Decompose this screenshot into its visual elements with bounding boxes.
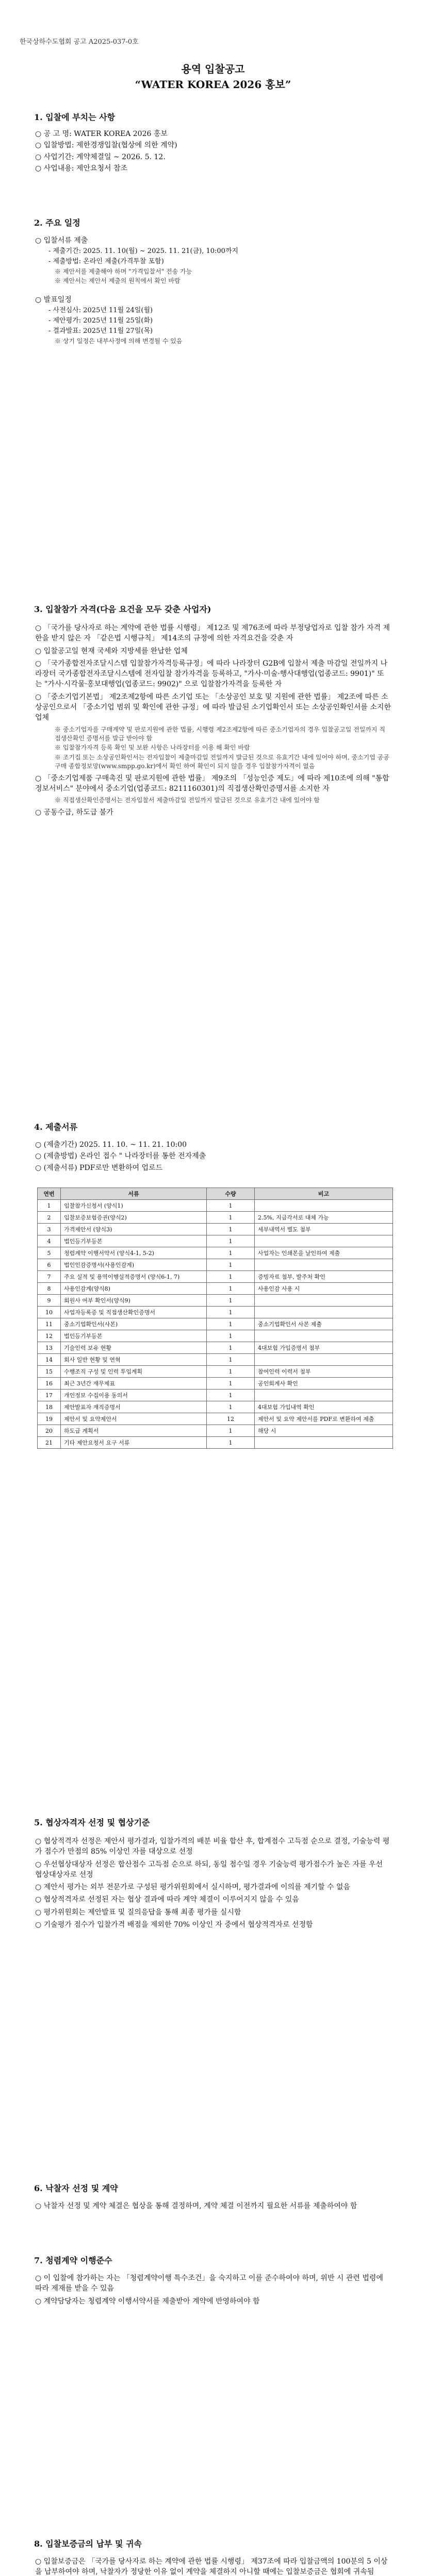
remark bbox=[255, 1330, 393, 1342]
paragraph: ○ 「국가를 당사자로 하는 계약에 관한 법률 시행령」 제12조 및 제76조에 따라 부정당업자로 입찰 참가 자격 제한을 받지 않은 자 「같은법 시행규칙」 제14조의 규정에 의한 자격요건을 갖춘 자 bbox=[35, 624, 390, 643]
list-item: ○ 사업내용: 제안요청서 참조 bbox=[35, 164, 128, 173]
document-name: 입찰보증보험증권(양식2) bbox=[61, 1212, 207, 1224]
remark: 공인회계사 확인 bbox=[255, 1378, 393, 1389]
section-5-body bbox=[35, 1834, 391, 1932]
quantity: 1 bbox=[207, 1425, 255, 1437]
table-row bbox=[38, 1212, 393, 1224]
paragraph: ○ 협상적격자 선정은 제안서 평가결과, 입찰가격의 배분 비율 합산 후, 합계점수 고득점 순으로 결정, 기술능력 평가 점수가 만점의 85% 이상인 자를 대상으로 선정 bbox=[35, 1837, 390, 1856]
quantity: 1 bbox=[207, 1401, 255, 1413]
remark bbox=[255, 1259, 393, 1271]
table-row bbox=[38, 1389, 393, 1401]
note: ※ 중소기업자를 구매계약 및 판로지원에 관한 법률, 시행령 제2조제2항에 따른 중소기업자의 경우 입찰공고일 전일까지 직접생산확인 증명서를 발급 받아야 함 bbox=[55, 725, 385, 742]
section-7-heading: 7. 청렴계약 이행준수 bbox=[34, 2256, 112, 2265]
document-name: 사용인감계(양식8) bbox=[61, 1283, 207, 1295]
paragraph: ○ 협상적격자로 선정된 자는 협상 결과에 따라 계약 체결이 이루어지지 않을 수 있음 bbox=[35, 1895, 299, 1904]
remark: 제안서 및 요약 제안서를 PDF로 변환하여 제출 bbox=[255, 1413, 393, 1425]
document-name: 사업자등록증 및 직접생산확인증명서 bbox=[61, 1307, 207, 1318]
section-6-heading: 6. 낙찰자 선정 및 계약 bbox=[34, 2183, 118, 2193]
paragraph: ○ 입찰보증금은 「국가를 당사자로 하는 계약에 관한 법률 시행령」 제37조에 따라 입찰금액의 100분의 5 이상을 납부하여야 하며, 낙찰자가 정당한 이유 없이 계약을 체결하지 아니할 때에는 입찰보증금은 협회에 귀속됨 bbox=[35, 2557, 388, 2576]
table-header-row bbox=[38, 1188, 393, 1200]
row-number: 15 bbox=[38, 1366, 61, 1378]
row-number: 16 bbox=[38, 1378, 61, 1389]
document-name: 기술인력 보유 현황 bbox=[61, 1342, 207, 1354]
list-item: ○ 사업기간: 계약체결일 ~ 2026. 5. 12. bbox=[35, 152, 166, 161]
quantity: 1 bbox=[207, 1235, 255, 1247]
document-name: 제안서 및 요약제안서 bbox=[61, 1413, 207, 1425]
paragraph: ○ 기술평가 점수가 입찰가격 배점을 제외한 70% 이상인 자 중에서 협상적격자로 선정함 bbox=[35, 1921, 313, 1929]
list-item: ○ 공 고 명: WATER KOREA 2026 홍보 bbox=[35, 130, 168, 138]
table-row bbox=[38, 1283, 393, 1295]
row-number: 18 bbox=[38, 1401, 61, 1413]
paragraph: ○ 낙찰자 선정 및 계약 체결은 협상을 통해 결정하며, 계약 체결 이전까지 필요한 서류를 제출하여야 함 bbox=[35, 2202, 357, 2210]
document-name: 제안발표자 재직증명서 bbox=[61, 1401, 207, 1413]
note: ※ 직접생산확인증명서는 전자입찰서 제출마감일 전일까지 발급된 것으로 유효기간 내에 있어야 함 bbox=[55, 796, 320, 804]
document-name: 최근 3년간 재무제표 bbox=[61, 1378, 207, 1389]
notice-number: 한국상하수도협회 공고 A2025-037-0호 bbox=[20, 38, 139, 46]
quantity: 1 bbox=[207, 1318, 255, 1330]
document-name: 하도급 계획서 bbox=[61, 1425, 207, 1437]
document-name: 법인인감증명서(사용인감계) bbox=[61, 1259, 207, 1271]
table-row bbox=[38, 1259, 393, 1271]
list-item: - 결과발표: 2025년 11월 27일(목) bbox=[48, 327, 153, 335]
remark: 참여인력 이력서 첨부 bbox=[255, 1366, 393, 1378]
list-item: - 제안평가: 2025년 11월 25일(화) bbox=[48, 316, 153, 325]
row-number: 21 bbox=[38, 1437, 61, 1449]
row-number: 20 bbox=[38, 1425, 61, 1437]
quantity: 1 bbox=[207, 1354, 255, 1366]
remark bbox=[255, 1295, 393, 1307]
page-subtitle: “WATER KOREA 2026 홍보” bbox=[135, 78, 291, 91]
row-number: 4 bbox=[38, 1235, 61, 1247]
section-1-body bbox=[35, 128, 391, 175]
quantity: 1 bbox=[207, 1224, 255, 1235]
row-number: 12 bbox=[38, 1330, 61, 1342]
section-7-body bbox=[35, 2271, 391, 2309]
remark: 중소기업확인서 사본 제출 bbox=[255, 1318, 393, 1330]
row-number: 1 bbox=[38, 1200, 61, 1212]
list-item: - 사전심사: 2025년 11월 24일(월) bbox=[48, 307, 153, 315]
paragraph: ○ 우선협상대상자 선정은 합산점수 고득점 순으로 하되, 동일 점수일 경우 기술능력 평가점수가 높은 자를 우선 협상대상자로 선정 bbox=[35, 1860, 383, 1879]
table-row bbox=[38, 1235, 393, 1247]
row-number: 19 bbox=[38, 1413, 61, 1425]
remark: 세부내역서 별도 첨부 bbox=[255, 1224, 393, 1235]
table-row bbox=[38, 1318, 393, 1330]
quantity: 1 bbox=[207, 1378, 255, 1389]
document-name: 입찰참가신청서 (양식1) bbox=[61, 1200, 207, 1212]
documents-table bbox=[37, 1188, 393, 1449]
section-2-heading: 2. 주요 일정 bbox=[34, 218, 80, 228]
document-name: 가격제안서 (양식3) bbox=[61, 1224, 207, 1235]
row-number: 14 bbox=[38, 1354, 61, 1366]
quantity: 1 bbox=[207, 1437, 255, 1449]
remark: 사용인감 사용 시 bbox=[255, 1283, 393, 1295]
table-row bbox=[38, 1425, 393, 1437]
document-name: 청렴계약 이행서약서 (양식4-1, 5-2) bbox=[61, 1247, 207, 1259]
page-title: 용역 입찰공고 bbox=[181, 63, 245, 75]
quantity: 12 bbox=[207, 1413, 255, 1425]
paragraph: ○ 「국가종합전자조달시스템 입찰참가자격등록규정」에 따라 나라장터 G2B에 입찰서 제출 마감일 전일까지 나라장터 국가종합전자조달시스템에 전자입찰 참가자격을 등록하고, "가사·미술·행사대행업(업종코드: 9901)" 또는 "가사·시각물·홍보대행업(업종코드: 9902)" 으로 입찰참가자격을 등록한 자 bbox=[35, 659, 388, 689]
section-4-heading: 4. 제출서류 bbox=[34, 1122, 78, 1132]
table-row bbox=[38, 1378, 393, 1389]
note: ※ 입찰참가자격 등록 확인 및 보완 사항은 나라장터를 이용 해 확인 바람 bbox=[55, 744, 250, 752]
quantity: 1 bbox=[207, 1330, 255, 1342]
note: ※ 상기 일정은 내부사정에 의해 변경될 수 있음 bbox=[55, 337, 183, 345]
table-row bbox=[38, 1366, 393, 1378]
column-header: 수량 bbox=[207, 1188, 255, 1200]
section-3-heading: 3. 입찰참가 자격(다음 요건을 모두 갖춘 사업자) bbox=[34, 604, 211, 614]
row-number: 9 bbox=[38, 1295, 61, 1307]
table-row bbox=[38, 1342, 393, 1354]
section-5-heading: 5. 협상자격자 선정 및 협상기준 bbox=[34, 1818, 150, 1827]
section-8-heading: 8. 입찰보증금의 납부 및 귀속 bbox=[34, 2539, 142, 2549]
schedule-title: ○ 발표일정 bbox=[35, 295, 72, 304]
quantity: 1 bbox=[207, 1366, 255, 1378]
document-name: 기타 제안요청서 요구 서류 bbox=[61, 1437, 207, 1449]
paragraph: ○ 계약담당자는 청렴계약 이행서약서를 제출받아 계약에 반영하여야 함 bbox=[35, 2297, 260, 2306]
table-row bbox=[38, 1247, 393, 1259]
paragraph: ○ 「중소기업제품 구매촉진 및 판로지원에 관한 법률」 제9조의 「성능인증 제도」에 따라 제10조에 의해 "통합정보서비스" 분야에서 중소기업(업종코드: 8211160301)의 직접생산확인증명서를 소지한 자 bbox=[35, 774, 389, 793]
note: ※ 조기집 또는 소상공인확인서는 전자입찰이 제출마감일 전일까지 발급된 것으로 유효기간 내에 있어야 하며, 중소기업 공공구매 종합정보망(www.smpp.go.kr)에서 확인 하여 확인이 되지 않을 경우 입찰참가자격이 없음 bbox=[55, 753, 389, 770]
table-row bbox=[38, 1271, 393, 1283]
remark: 사업자는 인쇄본을 날인하여 제출 bbox=[255, 1247, 393, 1259]
list-item: ○ 입찰방법: 제한경쟁입찰(협상에 의한 계약) bbox=[35, 141, 177, 150]
section-8-body bbox=[35, 2554, 391, 2576]
submission-title: ○ 입찰서류 제출 bbox=[35, 236, 88, 245]
row-number: 17 bbox=[38, 1389, 61, 1401]
quantity: 1 bbox=[207, 1247, 255, 1259]
remark bbox=[255, 1307, 393, 1318]
paragraph: ○ 제안서 평가는 외부 전문가로 구성된 평가위원회에서 실시하며, 평가결과에 이의를 제기할 수 없음 bbox=[35, 1883, 351, 1892]
quantity: 1 bbox=[207, 1200, 255, 1212]
document-name: 법인등기부등본 bbox=[61, 1330, 207, 1342]
remark bbox=[255, 1354, 393, 1366]
remark: 4대보험 가입증명서 첨부 bbox=[255, 1342, 393, 1354]
document-name: 법인등기부등본 bbox=[61, 1235, 207, 1247]
quantity: 1 bbox=[207, 1212, 255, 1224]
remark: 해당 시 bbox=[255, 1425, 393, 1437]
document-name: 회사 일반 현황 및 연혁 bbox=[61, 1354, 207, 1366]
row-number: 7 bbox=[38, 1271, 61, 1283]
list-item: ○ (제출서류) PDF로만 변환하여 업로드 bbox=[35, 1163, 163, 1172]
quantity: 1 bbox=[207, 1295, 255, 1307]
section-3-body bbox=[35, 621, 391, 820]
quantity: 1 bbox=[207, 1283, 255, 1295]
row-number: 10 bbox=[38, 1307, 61, 1318]
section-6-body bbox=[35, 2199, 391, 2213]
remark bbox=[255, 1235, 393, 1247]
table-row bbox=[38, 1401, 393, 1413]
row-number: 11 bbox=[38, 1318, 61, 1330]
paragraph: ○ 이 입찰에 참가하는 자는 「청렴계약이행 특수조건」을 숙지하고 이를 준수하여야 하며, 위반 시 관련 법령에 따라 제재를 받을 수 있음 bbox=[35, 2274, 383, 2293]
row-number: 8 bbox=[38, 1283, 61, 1295]
paragraph: ○ 공동수급, 하도급 불가 bbox=[35, 808, 113, 817]
quantity: 1 bbox=[207, 1271, 255, 1283]
table-row bbox=[38, 1224, 393, 1235]
remark bbox=[255, 1389, 393, 1401]
list-item: - 제출방법: 온라인 제출(가격투찰 포함) bbox=[48, 258, 164, 266]
list-item: ○ (제출방법) 온라인 접수 " 나라장터를 통한 전자제출 bbox=[35, 1152, 206, 1161]
section-4-body bbox=[35, 1139, 391, 1174]
paragraph: ○ 「중소기업기본법」 제2조제2항에 따른 소기업 또는 「소상공인 보호 및 지원에 관한 법률」 제2조에 따른 소상공인으로서 「중소기업 범위 및 확인에 관한 규정」에 따라 발급된 소기업확인서 또는 소상공인확인서를 소지한 업체 bbox=[35, 692, 391, 722]
quantity: 1 bbox=[207, 1389, 255, 1401]
document-name: 중소기업확인서(사본) bbox=[61, 1318, 207, 1330]
document-name: 수행조직 구성 및 인력 투입계획 bbox=[61, 1366, 207, 1378]
section-1-heading: 1. 입찰에 부치는 사항 bbox=[34, 112, 116, 122]
table-row bbox=[38, 1413, 393, 1425]
remark bbox=[255, 1200, 393, 1212]
table-row bbox=[38, 1330, 393, 1342]
paragraph: ○ 입찰공고일 현재 국세와 지방세를 완납한 업체 bbox=[35, 647, 188, 655]
note: ※ 제안서는 제안서 제출의 원칙에서 확인 바람 bbox=[55, 277, 181, 285]
row-number: 2 bbox=[38, 1212, 61, 1224]
table-row bbox=[38, 1307, 393, 1318]
remark: 증빙자료 첨부, 발주처 확인 bbox=[255, 1271, 393, 1283]
row-number: 5 bbox=[38, 1247, 61, 1259]
remark bbox=[255, 1437, 393, 1449]
column-header: 연번 bbox=[38, 1188, 61, 1200]
document-name: 주요 실적 및 용역이행실적증명서 (양식6-1, 7) bbox=[61, 1271, 207, 1283]
section-2-body bbox=[35, 234, 391, 346]
table-row bbox=[38, 1295, 393, 1307]
list-item: ○ (제출기간) 2025. 11. 10. ~ 11. 21. 10:00 bbox=[35, 1141, 187, 1149]
quantity: 1 bbox=[207, 1307, 255, 1318]
remark: 2.5%, 지급각서로 대체 가능 bbox=[255, 1212, 393, 1224]
paragraph: ○ 평가위원회는 제안발표 및 질의응답을 통해 최종 평가를 실시함 bbox=[35, 1908, 241, 1917]
column-header: 비고 bbox=[255, 1188, 393, 1200]
row-number: 6 bbox=[38, 1259, 61, 1271]
column-header: 서류 bbox=[61, 1188, 207, 1200]
row-number: 3 bbox=[38, 1224, 61, 1235]
quantity: 1 bbox=[207, 1259, 255, 1271]
document-name: 회원사 여부 확인서(양식9) bbox=[61, 1295, 207, 1307]
remark: 4대보험 가입내역 확인 bbox=[255, 1401, 393, 1413]
document-name: 개인정보 수집이용 동의서 bbox=[61, 1389, 207, 1401]
list-item: - 제출기간: 2025. 11. 10(월) ~ 2025. 11. 21(금), 10:00까지 bbox=[48, 247, 239, 256]
table-row bbox=[38, 1200, 393, 1212]
table-row bbox=[38, 1354, 393, 1366]
table-row bbox=[38, 1437, 393, 1449]
quantity: 1 bbox=[207, 1342, 255, 1354]
row-number: 13 bbox=[38, 1342, 61, 1354]
note: ※ 제안서를 제출해야 하며 "가격입찰서" 전송 가능 bbox=[55, 267, 192, 275]
